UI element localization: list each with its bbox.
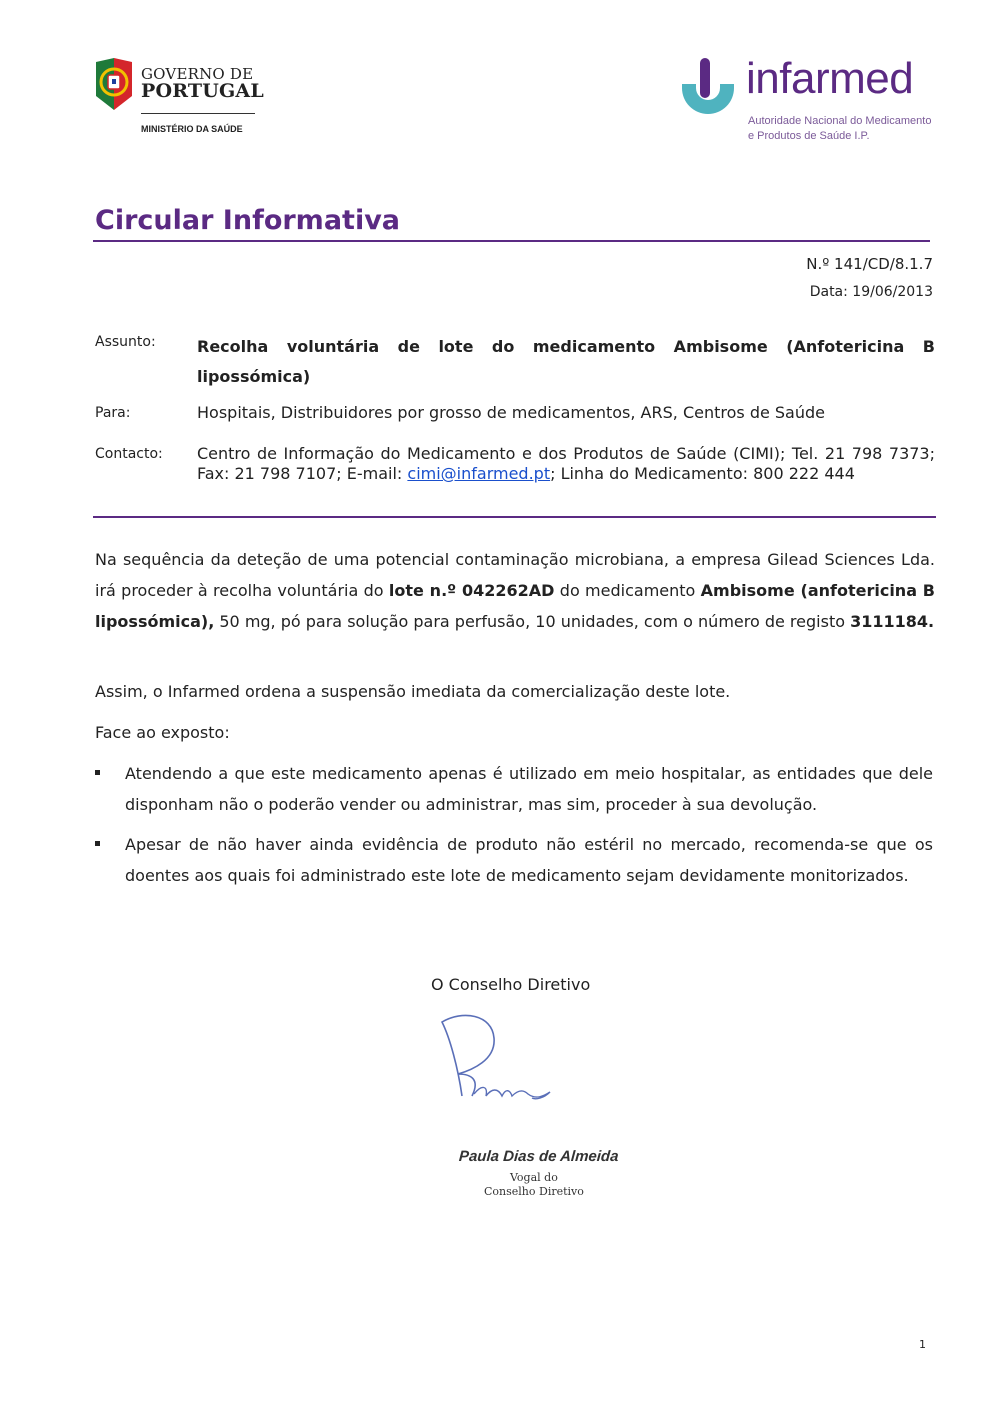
list-item-text: Apesar de não haver ainda evidência de produto não estéril no mercado, recomenda-se que os doentes aos quais foi administrado este lote de medicamento sejam devidamente monitorizados. bbox=[125, 835, 933, 885]
governo-de-portugal-logo bbox=[92, 56, 262, 140]
page-number: 1 bbox=[919, 1338, 926, 1351]
infarmed-mark-icon bbox=[676, 58, 740, 124]
body-paragraph-2: Assim, o Infarmed ordena a suspensão imediata da comercialização deste lote. bbox=[95, 682, 731, 701]
infarmed-wordmark: infarmed bbox=[746, 54, 914, 103]
gov-logo-divider bbox=[141, 113, 255, 114]
subject-label: Assunto: bbox=[95, 334, 156, 350]
contact-text-before: Centro de Informação do Medicamento e dos Produtos de Saúde (CIMI); Tel. 21 798 7373; Fax: 21 798 7107; E-mail: bbox=[197, 444, 935, 483]
title-divider bbox=[93, 240, 930, 242]
list-item-text: Atendendo a que este medicamento apenas é utilizado em meio hospitalar, as entidades que dele disponham não o poderão vender ou administrar, mas sim, proceder à sua devolução. bbox=[125, 764, 933, 814]
reference-number: N.º 141/CD/8.1.7 bbox=[806, 255, 933, 273]
handwritten-signature bbox=[432, 1008, 562, 1108]
p1-text-c: do medicamento bbox=[554, 581, 701, 600]
portugal-emblem-icon bbox=[92, 56, 136, 112]
infarmed-subtitle-line1: Autoridade Nacional do Medicamento bbox=[748, 115, 932, 127]
signatory-role-line2: Conselho Diretivo bbox=[484, 1185, 584, 1198]
body-paragraph-1 bbox=[95, 544, 935, 637]
document-title: Circular Informativa bbox=[95, 205, 401, 236]
registration-number: 3111184. bbox=[850, 612, 935, 631]
contact-email-link[interactable]: cimi@infarmed.pt bbox=[407, 464, 551, 483]
contact-label: Contacto: bbox=[95, 446, 163, 462]
signatory-name: Paula Dias de Almeida bbox=[458, 1148, 620, 1165]
document-date: Data: 19/06/2013 bbox=[809, 284, 933, 300]
bullet-icon bbox=[95, 841, 100, 846]
recipients-label: Para: bbox=[95, 405, 131, 421]
gov-logo-line1: GOVERNO DE bbox=[141, 65, 254, 83]
fields-divider bbox=[93, 516, 936, 518]
bullet-icon bbox=[95, 770, 100, 775]
p1-text-e: 50 mg, pó para solução para perfusão, 10 unidades, com o número de registo bbox=[214, 612, 851, 631]
contact-value bbox=[197, 444, 935, 484]
infarmed-logo bbox=[676, 54, 936, 148]
infarmed-subtitle-line2: e Produtos de Saúde I.P. bbox=[748, 130, 870, 142]
p1-text-a: Na sequência da deteção de uma potencial contaminação microbiana, a empresa Gilead Sciences Lda. irá proceder à recolha voluntária do bbox=[95, 550, 935, 600]
body-paragraph-3: Face ao exposto: bbox=[95, 723, 230, 742]
subject-value: Recolha voluntária de lote do medicamento Ambisome (Anfotericina B lipossómica) bbox=[197, 337, 935, 386]
signatory-role-line1: Vogal do bbox=[510, 1171, 558, 1184]
product-name: Ambisome (anfotericina B lipossómica), bbox=[95, 581, 935, 631]
ministry-label: MINISTÉRIO DA SAÚDE bbox=[141, 124, 243, 134]
lot-number: lote n.º 042262AD bbox=[388, 581, 555, 600]
contact-text-after: ; Linha do Medicamento: 800 222 444 bbox=[550, 464, 855, 483]
gov-logo-line2: PORTUGAL bbox=[141, 80, 264, 102]
signoff-council: O Conselho Diretivo bbox=[431, 975, 591, 994]
recipients-value: Hospitais, Distribuidores por grosso de medicamentos, ARS, Centros de Saúde bbox=[197, 403, 825, 422]
